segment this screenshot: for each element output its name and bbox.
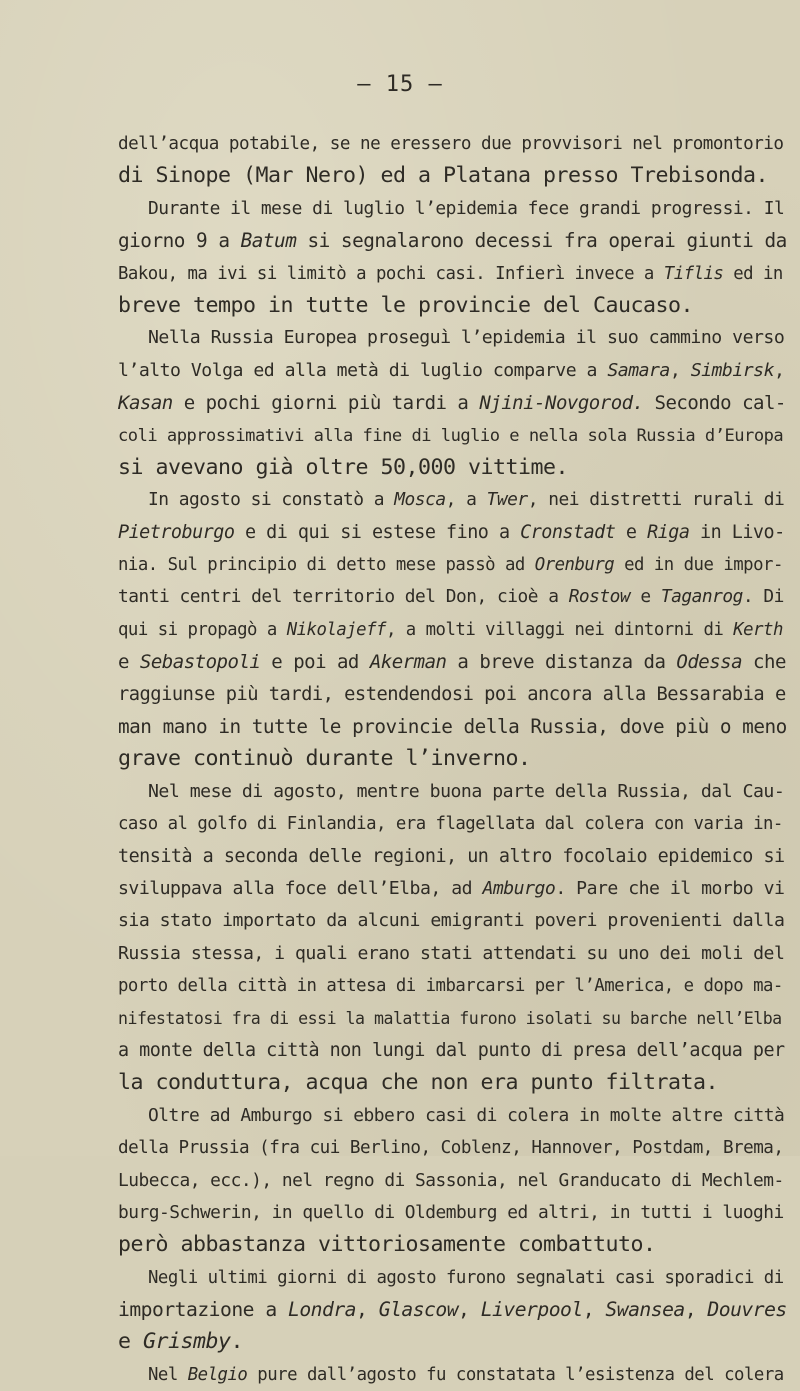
text-segment: Negli ultimi giorni di agosto furono segnalati casi sporadici di bbox=[148, 1267, 784, 1288]
text-segment: dell’acqua potabile, se ne eressero due provvisori nel promontorio bbox=[118, 134, 784, 154]
italic-place-name: Douvres bbox=[707, 1298, 787, 1322]
text-segment: man mano in tutte le provincie della Russia, dove più o meno bbox=[118, 715, 787, 739]
text-segment: ed in due impor- bbox=[614, 555, 783, 576]
text-segment: caso al golfo di Finlandia, era flagellata dal colera con varia in- bbox=[118, 814, 783, 835]
italic-place-name: Odessa bbox=[676, 651, 743, 674]
italic-place-name: Kasan bbox=[118, 392, 173, 415]
text-segment: ed in bbox=[723, 263, 783, 284]
text-segment: , bbox=[669, 359, 691, 381]
text-segment: importazione a bbox=[118, 1298, 289, 1322]
text-line bbox=[118, 549, 790, 581]
italic-place-name: Taganrog bbox=[660, 586, 743, 608]
text-line bbox=[118, 873, 790, 905]
text-segment: si avevano già oltre 50,000 vittime. bbox=[118, 454, 569, 480]
italic-place-name: Pietroburgo bbox=[118, 521, 235, 543]
text-segment: Oltre ad Amburgo si ebbero casi di colera in molte altre città bbox=[148, 1104, 785, 1126]
text-segment: Secondo cal- bbox=[643, 392, 786, 415]
text-segment: qui si propagò a bbox=[118, 619, 287, 640]
text-line bbox=[118, 614, 790, 646]
text-segment: tanti centri del territorio del Don, cioè a bbox=[118, 586, 569, 608]
text-segment: , a bbox=[445, 489, 487, 511]
italic-place-name: Cronstadt bbox=[520, 521, 616, 543]
text-segment: coli approssimativi alla fine di luglio e nella sola Russia d’Europa bbox=[118, 425, 784, 446]
text-line bbox=[118, 1262, 790, 1294]
text-segment: della Prussia (fra cui Berlino, Coblenz, Hannover, Postdam, Brema, bbox=[118, 1138, 784, 1159]
text-line bbox=[118, 160, 790, 192]
text-line bbox=[118, 1197, 790, 1229]
text-line bbox=[118, 290, 790, 322]
text-segment: Nella Russia Europea proseguì l’epidemia il suo cammino verso bbox=[148, 327, 785, 349]
text-line bbox=[118, 193, 790, 225]
text-line bbox=[118, 581, 790, 613]
text-segment: l’alto Volga ed alla metà di luglio comparve a bbox=[118, 359, 608, 381]
text-line bbox=[118, 970, 790, 1002]
text-line bbox=[118, 743, 790, 775]
text-segment: giorno 9 a bbox=[118, 229, 241, 253]
italic-place-name: Mosca bbox=[394, 489, 446, 511]
text-line bbox=[118, 1100, 790, 1132]
italic-place-name: Twer bbox=[486, 489, 528, 511]
italic-place-name: Amburgo bbox=[482, 877, 556, 899]
text-segment: e poi ad bbox=[260, 651, 370, 674]
text-line bbox=[118, 128, 790, 160]
text-line bbox=[118, 517, 790, 549]
text-segment: e bbox=[118, 651, 140, 674]
text-line bbox=[118, 1359, 790, 1391]
text-line bbox=[118, 1294, 790, 1326]
text-segment: Durante il mese di luglio l’epidemia fece grandi progressi. Il bbox=[148, 197, 785, 219]
text-line bbox=[118, 322, 790, 354]
text-line bbox=[118, 1003, 790, 1035]
text-segment: a monte della città non lungi dal punto di presa dell’acqua per bbox=[118, 1039, 785, 1061]
text-segment: . Di bbox=[742, 586, 784, 608]
italic-place-name: Njini-Novgorod. bbox=[479, 392, 644, 415]
text-line bbox=[118, 355, 790, 387]
italic-place-name: Grismby bbox=[143, 1329, 231, 1355]
italic-place-name: Simbirsk bbox=[690, 359, 774, 381]
text-line bbox=[118, 808, 790, 840]
text-segment: si segnalarono decessi fra operai giunti da bbox=[296, 229, 787, 253]
text-segment: e pochi giorni più tardi a bbox=[172, 392, 480, 415]
italic-place-name: Samara bbox=[607, 359, 670, 381]
text-segment: sviluppava alla foce dell’Elba, ad bbox=[118, 877, 483, 899]
text-segment: e bbox=[118, 1329, 144, 1355]
text-segment: nia. Sul principio di detto mese passò ad bbox=[118, 555, 535, 576]
text-line bbox=[118, 646, 790, 678]
text-segment: Nel mese di agosto, mentre buona parte della Russia, dal Cau- bbox=[148, 780, 785, 802]
text-line bbox=[118, 938, 790, 970]
text-segment: . bbox=[230, 1329, 244, 1355]
text-segment: però abbastanza vittoriosamente combattuto. bbox=[118, 1232, 656, 1258]
text-line bbox=[118, 1067, 790, 1099]
text-segment: , bbox=[458, 1298, 481, 1322]
text-segment: nifestatosi fra di essi la malattia furono isolati su barche nell’Elba bbox=[118, 1008, 782, 1028]
text-segment: che bbox=[742, 651, 786, 674]
text-segment: , bbox=[356, 1298, 379, 1322]
text-segment: la conduttura, acqua che non era punto filtrata. bbox=[118, 1070, 719, 1096]
text-segment: . Pare che il morbo vi bbox=[555, 877, 785, 899]
italic-place-name: Swansea bbox=[605, 1298, 685, 1322]
text-line bbox=[118, 841, 790, 873]
text-segment: , bbox=[684, 1298, 708, 1322]
text-line bbox=[118, 484, 790, 516]
text-segment: a breve distanza da bbox=[446, 651, 677, 674]
text-segment: e bbox=[630, 586, 661, 608]
text-segment: Nel bbox=[148, 1364, 188, 1385]
italic-place-name: Londra bbox=[288, 1298, 357, 1322]
text-segment: , bbox=[582, 1298, 606, 1322]
italic-place-name: Nikolajeff bbox=[286, 619, 386, 640]
text-segment: porto della città in attesa di imbarcarsi per l’America, e dopo ma- bbox=[118, 976, 783, 997]
text-line bbox=[118, 1165, 790, 1197]
body-text bbox=[118, 128, 790, 1391]
italic-place-name: Belgio bbox=[187, 1364, 248, 1385]
text-segment: Russia stessa, i quali erano stati attendati su uno dei moli del bbox=[118, 942, 785, 964]
text-segment: , a molti villaggi nei dintorni di bbox=[385, 619, 734, 640]
text-segment: e di qui si estese fino a bbox=[234, 521, 521, 543]
text-segment: grave continuò durante l’inverno. bbox=[118, 746, 531, 772]
italic-place-name: Tiflis bbox=[663, 263, 724, 284]
text-segment: Bakou, ma ivi si limitò a pochi casi. Infierì invece a bbox=[118, 263, 664, 284]
text-segment: , bbox=[774, 359, 785, 381]
text-line bbox=[118, 679, 790, 711]
text-segment: di Sinope (Mar Nero) ed a Platana presso Trebisonda. bbox=[118, 163, 769, 189]
text-line bbox=[118, 905, 790, 937]
text-line bbox=[118, 1132, 790, 1164]
italic-place-name: Glascow bbox=[378, 1298, 459, 1322]
text-segment: breve tempo in tutte le provincie del Caucaso. bbox=[118, 292, 694, 318]
italic-place-name: Kerth bbox=[733, 619, 783, 640]
text-line bbox=[118, 387, 790, 419]
text-segment: sia stato importato da alcuni emigranti poveri provenienti dalla bbox=[118, 910, 785, 932]
italic-place-name: Sebastopoli bbox=[139, 651, 261, 674]
italic-place-name: Batum bbox=[240, 229, 297, 253]
text-segment: in Livo- bbox=[689, 521, 785, 543]
text-segment: pure dall’agosto fu constatata l’esistenza del colera bbox=[247, 1364, 784, 1385]
text-line bbox=[118, 1035, 790, 1067]
text-line bbox=[118, 776, 790, 808]
text-line bbox=[118, 1229, 790, 1261]
text-line bbox=[118, 1326, 790, 1358]
italic-place-name: Akerman bbox=[369, 651, 447, 674]
text-segment: Lubecca, ecc.), nel regno di Sassonia, nel Granducato di Mechlem- bbox=[118, 1169, 784, 1191]
text-line bbox=[118, 225, 790, 257]
text-line bbox=[118, 452, 790, 484]
text-segment: tensità a seconda delle regioni, un altro focolaio epidemico si bbox=[118, 845, 785, 867]
text-segment: burg-Schwerin, in quello di Oldemburg ed altri, in tutti i luoghi bbox=[118, 1201, 784, 1223]
italic-place-name: Liverpool bbox=[480, 1298, 583, 1322]
text-segment: , nei distretti rurali di bbox=[527, 489, 785, 511]
page-number: — 15 — bbox=[357, 72, 443, 97]
text-segment: In agosto si constatò a bbox=[148, 489, 395, 511]
italic-place-name: Orenburg bbox=[534, 555, 615, 576]
text-segment: e bbox=[615, 521, 648, 543]
text-line bbox=[118, 258, 790, 290]
italic-place-name: Riga bbox=[647, 521, 690, 543]
text-line bbox=[118, 420, 790, 452]
italic-place-name: Rostow bbox=[568, 586, 631, 608]
text-line bbox=[118, 711, 790, 743]
text-segment: raggiunse più tardi, estendendosi poi ancora alla Bessarabia e bbox=[118, 683, 786, 705]
